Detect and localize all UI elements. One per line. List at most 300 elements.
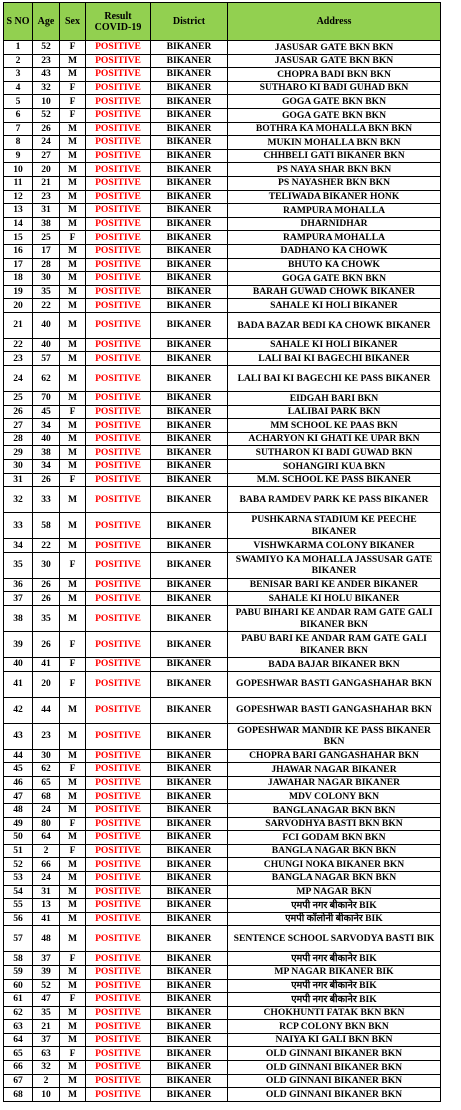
cell-sno: 13 [4,204,33,218]
cell-sno: 40 [4,658,33,672]
cell-sno: 27 [4,419,33,433]
cell-sno: 43 [4,723,33,749]
cell-sex: M [60,912,86,926]
cell-district: BIKANER [151,1006,228,1020]
cell-sex: M [60,258,86,272]
cell-sex: F [60,405,86,419]
table-row [4,419,441,433]
cell-sex: F [60,632,86,658]
cell-age: 30 [33,272,60,286]
table-row [4,513,441,539]
cell-district: BIKANER [151,54,228,68]
cell-address: M.M. SCHOOL KE PASS BIKANER [228,473,441,487]
table-row [4,1074,441,1088]
cell-sno: 39 [4,632,33,658]
cell-address: एमपी कॉलोनी बीकानेर BIK [228,912,441,926]
cell-result: POSITIVE [86,513,151,539]
table-row [4,952,441,966]
cell-age: 70 [33,392,60,406]
cell-address: DADHANO KA CHOWK [228,244,441,258]
table-row [4,965,441,979]
cell-sno: 12 [4,190,33,204]
cell-address: JAWAHAR NAGAR BIKANER [228,776,441,790]
cell-result: POSITIVE [86,1061,151,1075]
cell-sex: M [60,312,86,338]
cell-result: POSITIVE [86,68,151,82]
cell-sno: 57 [4,926,33,952]
cell-sex: M [60,871,86,885]
cell-address: FCI GODAM BKN BKN [228,831,441,845]
cell-age: 40 [33,338,60,352]
cell-sex: F [60,952,86,966]
cell-sno: 52 [4,858,33,872]
cell-sno: 48 [4,803,33,817]
cell-age: 34 [33,419,60,433]
cell-district: BIKANER [151,803,228,817]
cell-address: ACHARYON KI GHATI KE UPAR BKN [228,432,441,446]
cell-address: GOGA GATE BKN BKN [228,108,441,122]
cell-address: CHHBELI GATI BIKANER BKN [228,149,441,163]
cell-age: 34 [33,460,60,474]
cell-result: POSITIVE [86,803,151,817]
table-row [4,1061,441,1075]
cell-sno: 64 [4,1033,33,1047]
cell-result: POSITIVE [86,539,151,553]
cell-sno: 20 [4,299,33,313]
cell-district: BIKANER [151,871,228,885]
cell-address: JASUSAR GATE BKN BKN [228,41,441,55]
cell-district: BIKANER [151,1088,228,1102]
cell-address: BANGLA NAGAR BKN BKN [228,871,441,885]
cell-sno: 41 [4,671,33,697]
cell-age: 41 [33,658,60,672]
table-row [4,926,441,952]
cell-district: BIKANER [151,81,228,95]
cell-district: BIKANER [151,749,228,763]
cell-address: SENTENCE SCHOOL SARVODYA BASTI BIK [228,926,441,952]
cell-sex: M [60,776,86,790]
table-body [4,41,441,1102]
cell-sex: M [60,790,86,804]
header-district: District [151,3,228,41]
cell-sno: 8 [4,136,33,150]
cell-sno: 22 [4,338,33,352]
cell-address: PABU BIHARI KE ANDAR RAM GATE GALI BIKANER BKN [228,606,441,632]
cell-address: MUKIN MOHALLA BKN BKN [228,136,441,150]
cell-district: BIKANER [151,952,228,966]
cell-address: LALI BAI KI BAGECHI BIKANER [228,352,441,366]
cell-sno: 9 [4,149,33,163]
cell-sex: M [60,272,86,286]
cell-result: POSITIVE [86,204,151,218]
cell-district: BIKANER [151,723,228,749]
cell-district: BIKANER [151,1033,228,1047]
cell-sex: F [60,473,86,487]
cell-address: MP NAGAR BKN [228,885,441,899]
cell-sno: 67 [4,1074,33,1088]
header-age: Age [33,3,60,41]
cell-address: SAHALE KI HOLI BIKANER [228,299,441,313]
cell-address: CHOPRA BARI GANGASHAHAR BKN [228,749,441,763]
cell-address: PS NAYASHER BKN BKN [228,176,441,190]
table-row [4,723,441,749]
cell-result: POSITIVE [86,54,151,68]
table-row [4,163,441,177]
cell-sex: M [60,217,86,231]
table-row [4,446,441,460]
cell-age: 32 [33,1061,60,1075]
cell-result: POSITIVE [86,392,151,406]
cell-sno: 11 [4,176,33,190]
cell-result: POSITIVE [86,446,151,460]
table-row [4,912,441,926]
cell-address: NAIYA KI GALI BKN BKN [228,1033,441,1047]
cell-age: 24 [33,871,60,885]
cell-district: BIKANER [151,592,228,606]
cell-age: 31 [33,885,60,899]
cell-address: BANGLANAGAR BKN BKN [228,803,441,817]
cell-age: 37 [33,1033,60,1047]
cell-address: एमपी नगर बीकानेर BIK [228,993,441,1007]
cell-sex: M [60,899,86,913]
cell-district: BIKANER [151,460,228,474]
cell-sex: M [60,539,86,553]
cell-address: GOGA GATE BKN BKN [228,272,441,286]
cell-address: BANGLA NAGAR BKN BKN [228,844,441,858]
cell-sno: 59 [4,965,33,979]
cell-district: BIKANER [151,217,228,231]
cell-sno: 5 [4,95,33,109]
cell-sno: 32 [4,487,33,513]
cell-district: BIKANER [151,1061,228,1075]
header-sex: Sex [60,3,86,41]
cell-age: 10 [33,1088,60,1102]
table-row [4,244,441,258]
cell-sex: F [60,671,86,697]
table-row [4,858,441,872]
cell-district: BIKANER [151,539,228,553]
cell-sex: M [60,723,86,749]
cell-age: 66 [33,858,60,872]
cell-sno: 31 [4,473,33,487]
cell-sex: M [60,190,86,204]
cell-result: POSITIVE [86,606,151,632]
cell-result: POSITIVE [86,1088,151,1102]
cell-sno: 7 [4,122,33,136]
cell-district: BIKANER [151,817,228,831]
table-row [4,352,441,366]
table-row [4,258,441,272]
cell-district: BIKANER [151,844,228,858]
cell-result: POSITIVE [86,352,151,366]
cell-result: POSITIVE [86,671,151,697]
cell-result: POSITIVE [86,790,151,804]
cell-age: 22 [33,299,60,313]
cell-result: POSITIVE [86,258,151,272]
cell-age: 63 [33,1047,60,1061]
cell-result: POSITIVE [86,763,151,777]
cell-district: BIKANER [151,149,228,163]
cell-result: POSITIVE [86,844,151,858]
cell-district: BIKANER [151,95,228,109]
cell-result: POSITIVE [86,1047,151,1061]
table-row [4,108,441,122]
cell-address: CHOKHUNTI FATAK BKN BKN [228,1006,441,1020]
cell-age: 26 [33,473,60,487]
cell-sno: 45 [4,763,33,777]
cell-sex: M [60,592,86,606]
cell-sex: M [60,513,86,539]
cell-sex: M [60,1006,86,1020]
cell-sno: 6 [4,108,33,122]
cell-district: BIKANER [151,176,228,190]
cell-result: POSITIVE [86,299,151,313]
cell-age: 35 [33,1006,60,1020]
cell-sno: 33 [4,513,33,539]
cell-sno: 3 [4,68,33,82]
cell-address: TELIWADA BIKANER HONK [228,190,441,204]
cell-district: BIKANER [151,312,228,338]
cell-address: DHARNIDHAR [228,217,441,231]
table-row [4,204,441,218]
cell-age: 30 [33,749,60,763]
cell-result: POSITIVE [86,912,151,926]
table-row [4,606,441,632]
cell-district: BIKANER [151,258,228,272]
cell-sno: 30 [4,460,33,474]
cell-district: BIKANER [151,552,228,578]
cell-age: 2 [33,844,60,858]
cell-address: BHUTO KA CHOWK [228,258,441,272]
cell-sex: M [60,244,86,258]
cell-sex: F [60,993,86,1007]
cell-district: BIKANER [151,366,228,392]
cell-sex: M [60,979,86,993]
cell-result: POSITIVE [86,578,151,592]
cell-sex: M [60,858,86,872]
cell-address: GOGA GATE BKN BKN [228,95,441,109]
cell-address: PUSHKARNA STADIUM KE PEECHE BIKANER [228,513,441,539]
cell-address: PS NAYA SHAR BKN BKN [228,163,441,177]
cell-district: BIKANER [151,578,228,592]
cell-sex: F [60,108,86,122]
cell-sno: 42 [4,697,33,723]
cell-district: BIKANER [151,632,228,658]
cell-address: GOPESHWAR BASTI GANGASHAHAR BKN [228,671,441,697]
cell-address: EIDGAH BARI BKN [228,392,441,406]
cell-sex: M [60,285,86,299]
cell-sex: M [60,163,86,177]
cell-address: SUTHARON KI BADI GUWAD BKN [228,446,441,460]
cell-district: BIKANER [151,912,228,926]
cell-age: 26 [33,632,60,658]
cell-district: BIKANER [151,763,228,777]
cell-age: 52 [33,41,60,55]
cell-district: BIKANER [151,697,228,723]
table-row [4,552,441,578]
cell-sex: M [60,366,86,392]
cell-sex: M [60,54,86,68]
cell-age: 52 [33,108,60,122]
cell-sno: 19 [4,285,33,299]
table-header-row [4,3,441,41]
cell-sno: 60 [4,979,33,993]
cell-result: POSITIVE [86,231,151,245]
cell-sex: F [60,763,86,777]
cell-result: POSITIVE [86,1006,151,1020]
cell-address: SWAMIYO KA MOHALLA JASSUSAR GATE BIKANER [228,552,441,578]
cell-age: 17 [33,244,60,258]
cell-sno: 36 [4,578,33,592]
cell-sno: 56 [4,912,33,926]
table-row [4,592,441,606]
cell-sno: 25 [4,392,33,406]
cell-result: POSITIVE [86,405,151,419]
cell-sex: M [60,487,86,513]
cell-district: BIKANER [151,392,228,406]
cell-address: MDV COLONY BKN [228,790,441,804]
cell-sno: 58 [4,952,33,966]
cell-sex: M [60,176,86,190]
cell-address: BADA BAZAR BEDI KA CHOWK BIKANER [228,312,441,338]
table-row [4,803,441,817]
cell-sno: 10 [4,163,33,177]
table-row [4,68,441,82]
cell-address: BARAH GUWAD CHOWK BIKANER [228,285,441,299]
cell-sno: 26 [4,405,33,419]
cell-age: 26 [33,122,60,136]
table-row [4,460,441,474]
cell-sex: F [60,817,86,831]
cell-sno: 62 [4,1006,33,1020]
cell-result: POSITIVE [86,926,151,952]
cell-age: 62 [33,366,60,392]
cell-sno: 21 [4,312,33,338]
table-row [4,899,441,913]
table-row [4,1033,441,1047]
table-row [4,1088,441,1102]
cell-district: BIKANER [151,108,228,122]
cell-address: GOPESHWAR MANDIR KE PASS BIKANER BKN [228,723,441,749]
cell-address: CHUNGI NOKA BIKANER BKN [228,858,441,872]
cell-district: BIKANER [151,885,228,899]
cell-district: BIKANER [151,41,228,55]
cell-age: 58 [33,513,60,539]
cell-age: 43 [33,68,60,82]
cell-result: POSITIVE [86,776,151,790]
table-row [4,671,441,697]
cell-result: POSITIVE [86,285,151,299]
cell-district: BIKANER [151,790,228,804]
cell-sex: M [60,1088,86,1102]
cell-result: POSITIVE [86,952,151,966]
cell-sex: M [60,136,86,150]
table-row [4,392,441,406]
cell-district: BIKANER [151,965,228,979]
cell-district: BIKANER [151,285,228,299]
cell-result: POSITIVE [86,487,151,513]
cell-sno: 2 [4,54,33,68]
cell-age: 38 [33,217,60,231]
cell-sex: F [60,81,86,95]
cell-sex: M [60,204,86,218]
cell-sno: 44 [4,749,33,763]
cell-result: POSITIVE [86,552,151,578]
cell-result: POSITIVE [86,1033,151,1047]
cell-result: POSITIVE [86,163,151,177]
cell-sex: M [60,299,86,313]
cell-age: 57 [33,352,60,366]
cell-sno: 53 [4,871,33,885]
cell-address: एमपी नगर बीकानेर BIK [228,899,441,913]
cell-address: SUTHARO KI BADI GUHAD BKN [228,81,441,95]
cell-sno: 38 [4,606,33,632]
cell-district: BIKANER [151,204,228,218]
cell-sex: F [60,95,86,109]
table-row [4,473,441,487]
cell-district: BIKANER [151,658,228,672]
cell-address: MP NAGAR BIKANER BIK [228,965,441,979]
cell-sno: 15 [4,231,33,245]
cell-address: BENISAR BARI KE ANDER BIKANER [228,578,441,592]
cell-district: BIKANER [151,513,228,539]
cell-district: BIKANER [151,993,228,1007]
cell-sno: 16 [4,244,33,258]
table-row [4,432,441,446]
cell-sex: M [60,926,86,952]
table-row [4,136,441,150]
cell-age: 20 [33,163,60,177]
cell-district: BIKANER [151,1074,228,1088]
cell-address: SOHANGIRI KUA BKN [228,460,441,474]
cell-address: एमपी नगर बीकानेर BIK [228,952,441,966]
cell-district: BIKANER [151,1047,228,1061]
cell-district: BIKANER [151,899,228,913]
table-row [4,285,441,299]
cell-district: BIKANER [151,244,228,258]
cell-age: 40 [33,432,60,446]
cell-sex: M [60,68,86,82]
cell-address: SAHALE KI HOLI BIKANER [228,338,441,352]
cell-result: POSITIVE [86,338,151,352]
cell-sex: M [60,803,86,817]
cell-result: POSITIVE [86,871,151,885]
table-row [4,176,441,190]
cell-sex: F [60,1047,86,1061]
cell-sex: M [60,432,86,446]
cell-address: MM SCHOOL KE PAAS BKN [228,419,441,433]
cell-sex: M [60,606,86,632]
table-row [4,405,441,419]
cell-district: BIKANER [151,231,228,245]
cell-result: POSITIVE [86,473,151,487]
cell-result: POSITIVE [86,899,151,913]
cell-sno: 17 [4,258,33,272]
cell-sno: 63 [4,1020,33,1034]
cell-address: SAHALE KI HOLU BIKANER [228,592,441,606]
cell-sno: 66 [4,1061,33,1075]
cell-district: BIKANER [151,979,228,993]
table-row [4,41,441,55]
cell-district: BIKANER [151,163,228,177]
cell-age: 26 [33,578,60,592]
table-row [4,697,441,723]
cell-district: BIKANER [151,432,228,446]
cell-sex: M [60,460,86,474]
cell-district: BIKANER [151,831,228,845]
cell-sno: 47 [4,790,33,804]
cell-result: POSITIVE [86,244,151,258]
